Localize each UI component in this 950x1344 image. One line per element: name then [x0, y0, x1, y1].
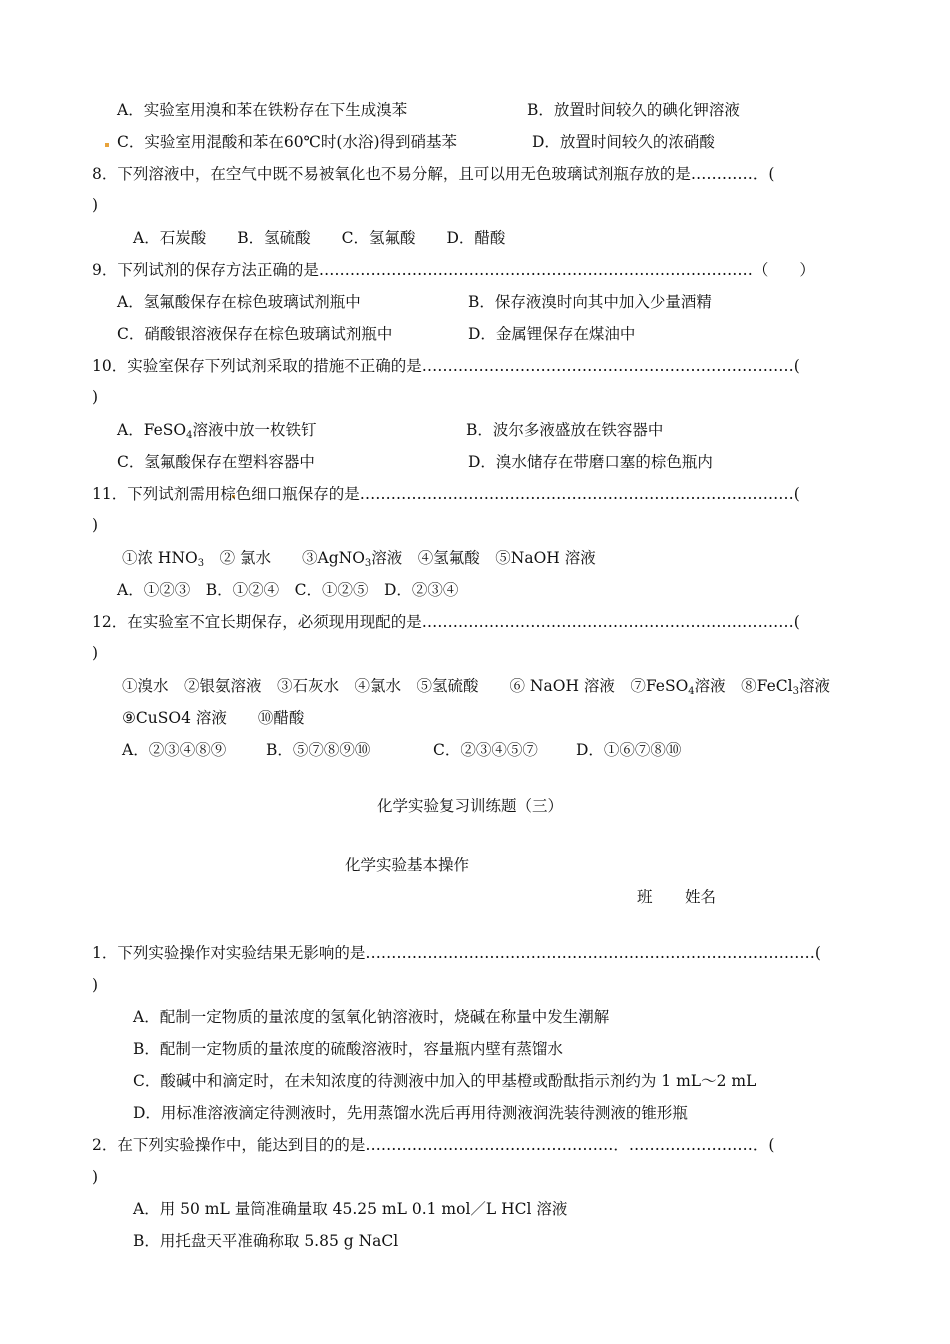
q2-option-b: B．用托盘天平准确称取 5.85 g NaCl — [133, 1232, 399, 1250]
q9-option-a: A．氢氟酸保存在棕色玻璃试剂瓶中 — [117, 293, 361, 311]
q12-items-row-1 — [122, 676, 830, 696]
q12-items-text: 溶液 ⑧FeCl — [694, 677, 793, 695]
q11-item-1: ①浓 HNO — [122, 549, 198, 567]
q9-option-d: D．金属锂保存在煤油中 — [468, 325, 636, 343]
question-1-paren: ) — [92, 976, 99, 994]
q10-option-b: B．波尔多液盛放在铁容器中 — [466, 421, 664, 439]
q1-option-d: D．用标准溶液滴定待测液时，先用蒸馏水洗后再用待测液润洗装待测液的锥形瓶 — [133, 1104, 688, 1122]
question-11-options: A．①②③ B．①②④ C．①②⑤ D．②③④ — [117, 581, 459, 599]
q9-option-c: C．硝酸银溶液保存在棕色玻璃试剂瓶中 — [117, 325, 393, 343]
q7-option-b: B．放置时间较久的碘化钾溶液 — [527, 101, 740, 119]
question-10-paren: ) — [92, 388, 99, 406]
question-2-stem: 2．在下列实验操作中，能达到目的的是…………………………………………．……………………．( — [92, 1136, 775, 1154]
q7-option-d: D．放置时间较久的浓硝酸 — [532, 133, 715, 151]
question-10-stem: 10．实验室保存下列试剂采取的措施不正确的是………………………………………………………………( — [92, 357, 800, 375]
subscript: 4 — [688, 686, 695, 697]
q1-option-c: C．酸碱中和滴定时，在未知浓度的待测液中加入的甲基橙或酚酞指示剂约为 1 mL～2 mL — [133, 1072, 757, 1090]
question-8-options: A．石炭酸 B．氢硫酸 C．氢氟酸 D．醋酸 — [133, 229, 506, 247]
q12-items-row-2: ⑨CuSO4 溶液 ⑩醋酸 — [122, 709, 305, 727]
question-11-stem: 11．下列试剂需用棕色细口瓶保存的是…………………………………………………………………………( — [92, 485, 800, 503]
name-label: 姓名 — [685, 888, 717, 906]
q2-option-a: A．用 50 mL 量筒准确量取 45.25 mL 0.1 mol／L HCl 溶液 — [133, 1200, 568, 1218]
page-title: 化学实验复习训练题（三） — [377, 797, 564, 815]
q12-option-a: A．②③④⑧⑨ — [122, 741, 227, 759]
q12-option-b: B．⑤⑦⑧⑨⑩ — [266, 741, 371, 759]
q7-option-c: C．实验室用混酸和苯在60℃时(水浴)得到硝基苯 — [117, 133, 458, 151]
q11-item-2: ② 氯水 ③AgNO — [204, 549, 365, 567]
q12-items-text: 溶液 — [798, 677, 830, 695]
q12-option-d: D．①⑥⑦⑧⑩ — [576, 741, 682, 759]
subscript: 3 — [792, 686, 799, 697]
page-subtitle: 化学实验基本操作 — [345, 856, 470, 874]
q10-option-a — [117, 420, 317, 440]
question-12-stem: 12．在实验室不宜长期保存，必须现用现配的是………………………………………………………………( — [92, 613, 800, 631]
highlight-mark — [105, 143, 109, 147]
subscript: 3 — [197, 558, 205, 569]
q7-option-a: A．实验室用溴和苯在铁粉存在下生成溴苯 — [117, 101, 408, 119]
q9-option-b: B．保存液溴时向其中加入少量酒精 — [468, 293, 712, 311]
subscript: 4 — [186, 430, 193, 441]
question-11-paren: ) — [92, 516, 99, 534]
q10-option-a-text: A．FeSO — [117, 421, 187, 439]
q12-option-c: C．②③④⑤⑦ — [433, 741, 538, 759]
question-9-stem: 9．下列试剂的保存方法正确的是…………………………………………………………………………（ ） — [92, 261, 815, 279]
q11-item-3: 溶液 ④氢氟酸 ⑤NaOH 溶液 — [371, 549, 596, 567]
class-label: 班 — [637, 888, 653, 906]
q1-option-a: A．配制一定物质的量浓度的氢氧化钠溶液时，烧碱在称量中发生潮解 — [133, 1008, 610, 1026]
subscript: 3 — [364, 558, 372, 569]
q10-option-d: D．溴水储存在带磨口塞的棕色瓶内 — [468, 453, 713, 471]
q12-items-text: ①溴水 ②银氨溶液 ③石灰水 ④氯水 ⑤氢硫酸 ⑥ NaOH 溶液 ⑦FeSO — [122, 677, 689, 695]
q10-option-c: C．氢氟酸保存在塑料容器中 — [117, 453, 315, 471]
question-1-stem: 1．下列实验操作对实验结果无影响的是……………………………………………………………………………( — [92, 944, 821, 962]
question-8-paren: ) — [92, 196, 99, 214]
question-8-stem: 8．下列溶液中，在空气中既不易被氧化也不易分解，且可以用无色玻璃试剂瓶存放的是…………．( — [92, 165, 775, 183]
q11-items — [122, 548, 596, 568]
q1-option-b: B．配制一定物质的量浓度的硫酸溶液时，容量瓶内壁有蒸馏水 — [133, 1040, 563, 1058]
question-12-paren: ) — [92, 644, 99, 662]
q10-option-a-text-end: 溶液中放一枚铁钉 — [192, 421, 317, 439]
question-2-paren: ) — [92, 1168, 99, 1186]
